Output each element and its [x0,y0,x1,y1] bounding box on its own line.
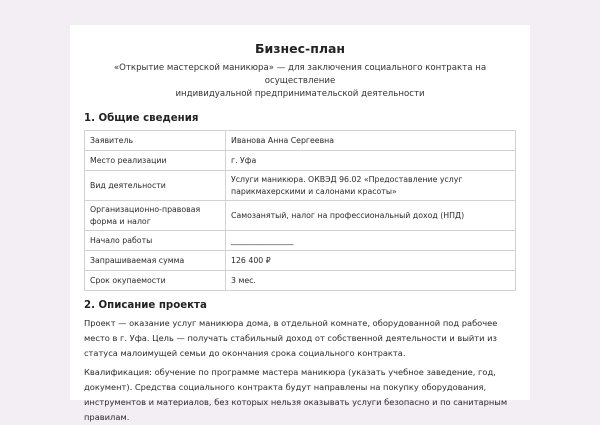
table-row [85,271,516,291]
row-label: Запрашиваемая сумма [85,251,226,271]
general-info-table [84,130,516,291]
table-row [85,131,516,151]
document-page [70,25,530,422]
table-row [85,201,516,231]
row-value: Услуги маникюра. ОКВЭД 96.02 «Предоставление услуг парикмахерскими и салонами красоты» [226,171,516,201]
row-value: г. Уфа [226,151,516,171]
row-label: Заявитель [85,131,226,151]
subtitle-line-2: индивидуальной предпринимательской деятельности [175,89,425,99]
row-value: ________________ [226,231,516,251]
document-title: Бизнес-план [254,41,346,56]
project-description-paragraph: Проект — оказание услуг маникюра дома, в отдельной комнате, оборудованной под рабочее место в г. Уфа. Цель — получать стабильный доход от собственной деятельности и выйти из статуса малоимущей семьи до окончания срока социального контракта. [84,318,498,358]
row-value: 3 мес. [226,271,516,291]
row-label: Вид деятельности [85,171,226,201]
row-value: Самозанятый, налог на профессиональный доход (НПД) [226,201,516,231]
row-value: 126 400 ₽ [226,251,516,271]
row-label: Организационно-правовая форма и налог [85,201,226,231]
section-1-heading: 1. Общие сведения [84,113,199,124]
table-row [85,251,516,271]
row-value: Иванова Анна Сергеевна [226,131,516,151]
qualification-paragraph: Квалификация: обучение по программе мастера маникюра (указать учебное заведение, год, документ). Средства социального контракта будут направлены на покупку оборудования, инструментов и материалов, без которых нельзя оказывать услуги безопасно и по санитарным правилам. [84,367,508,422]
section-2-heading: 2. Описание проекта [84,300,207,311]
subtitle-line-1: «Открытие мастерской маникюра» — для заключения социального контракта на осуществление [113,63,487,86]
row-label: Начало работы [85,231,226,251]
row-label: Срок окупаемости [85,271,226,291]
table-row [85,171,516,201]
row-label: Место реализации [85,151,226,171]
table-row [85,231,516,251]
table-row [85,151,516,171]
document-subtitle [84,62,516,101]
